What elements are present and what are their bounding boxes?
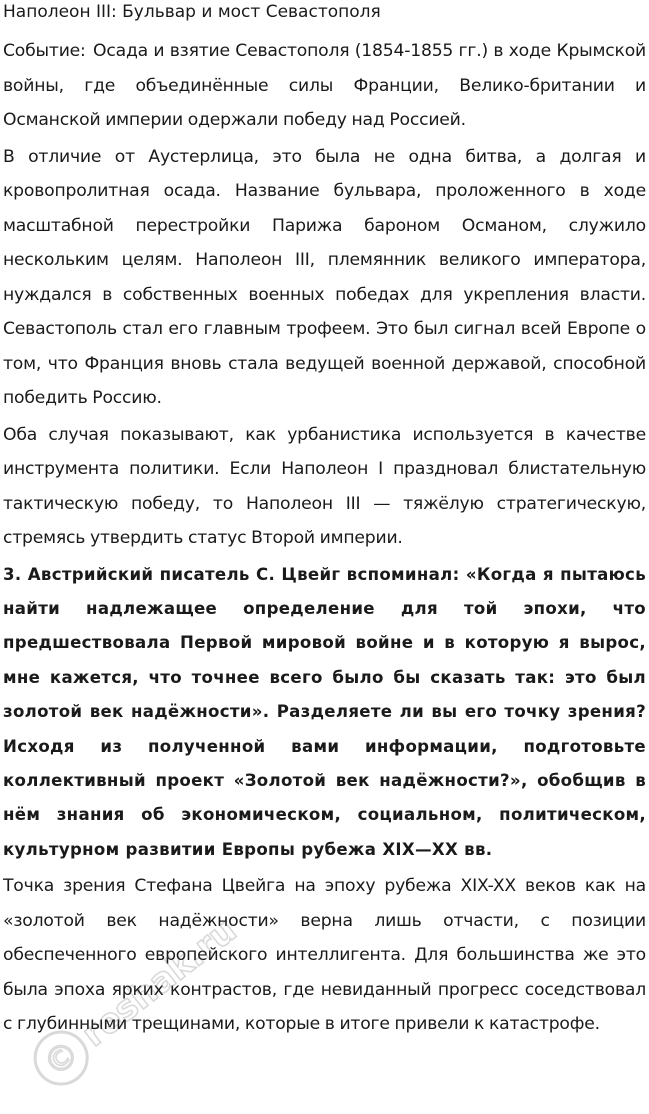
section-heading: Наполеон III: Бульвар и мост Севастополя (3, 2, 381, 22)
question-3: 3. Австрийский писатель С. Цвейг вспоминал: «Когда я пытаюсь найти надлежащее определение для той эпохи, что предшествовала Первой мировой войне и в которую я вырос, мне кажется, что точнее всего было бы сказать так: это был золотой век надёжности». Разделяете ли вы его точку зрения? Исходя из полученной вами информации, подготовьте коллективный проект «Золотой век надёжности?», обобщив в нём знания об экономическом, социальном, политическом, культурном развитии Европы рубежа XIX—XX вв. (3, 564, 646, 859)
watermark-text: reshak.ru (74, 910, 245, 1055)
body-paragraph-3: Оба случая показывают, как урбанистика используется в качестве инструмента политики. Если Наполеон I праздновал блистательную тактическую победу, то Наполеон III — тяжёлую стратегическую, стремясь утвердить статус Второй империи. (3, 424, 646, 548)
body-paragraph-2: В отличие от Аустерлица, это была не одна битва, а долгая и кровопролитная осада. Название бульвара, проложенного в ходе масштабной перестройки Парижа бароном Османом, служило нескольким целям. Наполеон III, племянник великого императора, нуждался в собственных военных победах для укрепления власти. Севастополь стал его главным трофеем. Это был сигнал всей Европе о том, что Франция вновь стала ведущей военной державой, способной победить Россию. (3, 146, 646, 408)
answer-paragraph: Точка зрения Стефана Цвейга на эпоху рубежа XIX-XX веков как на «золотой век надёжности» верна лишь отчасти, с позиции обеспеченного европейского интеллигента. Для большинства же это была эпоха ярких контрастов, где невиданный прогресс соседствовал с глубинными трещинами, которые в итоге привели к катастрофе. (3, 876, 646, 1035)
event-paragraph (3, 34, 646, 138)
svg-text:©: © (36, 1032, 88, 1086)
document-page (3, 0, 646, 1044)
event-text: Осада и взятие Севастополя (1854-1855 гг.) в ходе Крымской войны, где объединённые силы Франции, Велико-британии и Османской империи одержали победу над Россией. (3, 41, 647, 130)
event-label: Событие: (3, 41, 86, 61)
